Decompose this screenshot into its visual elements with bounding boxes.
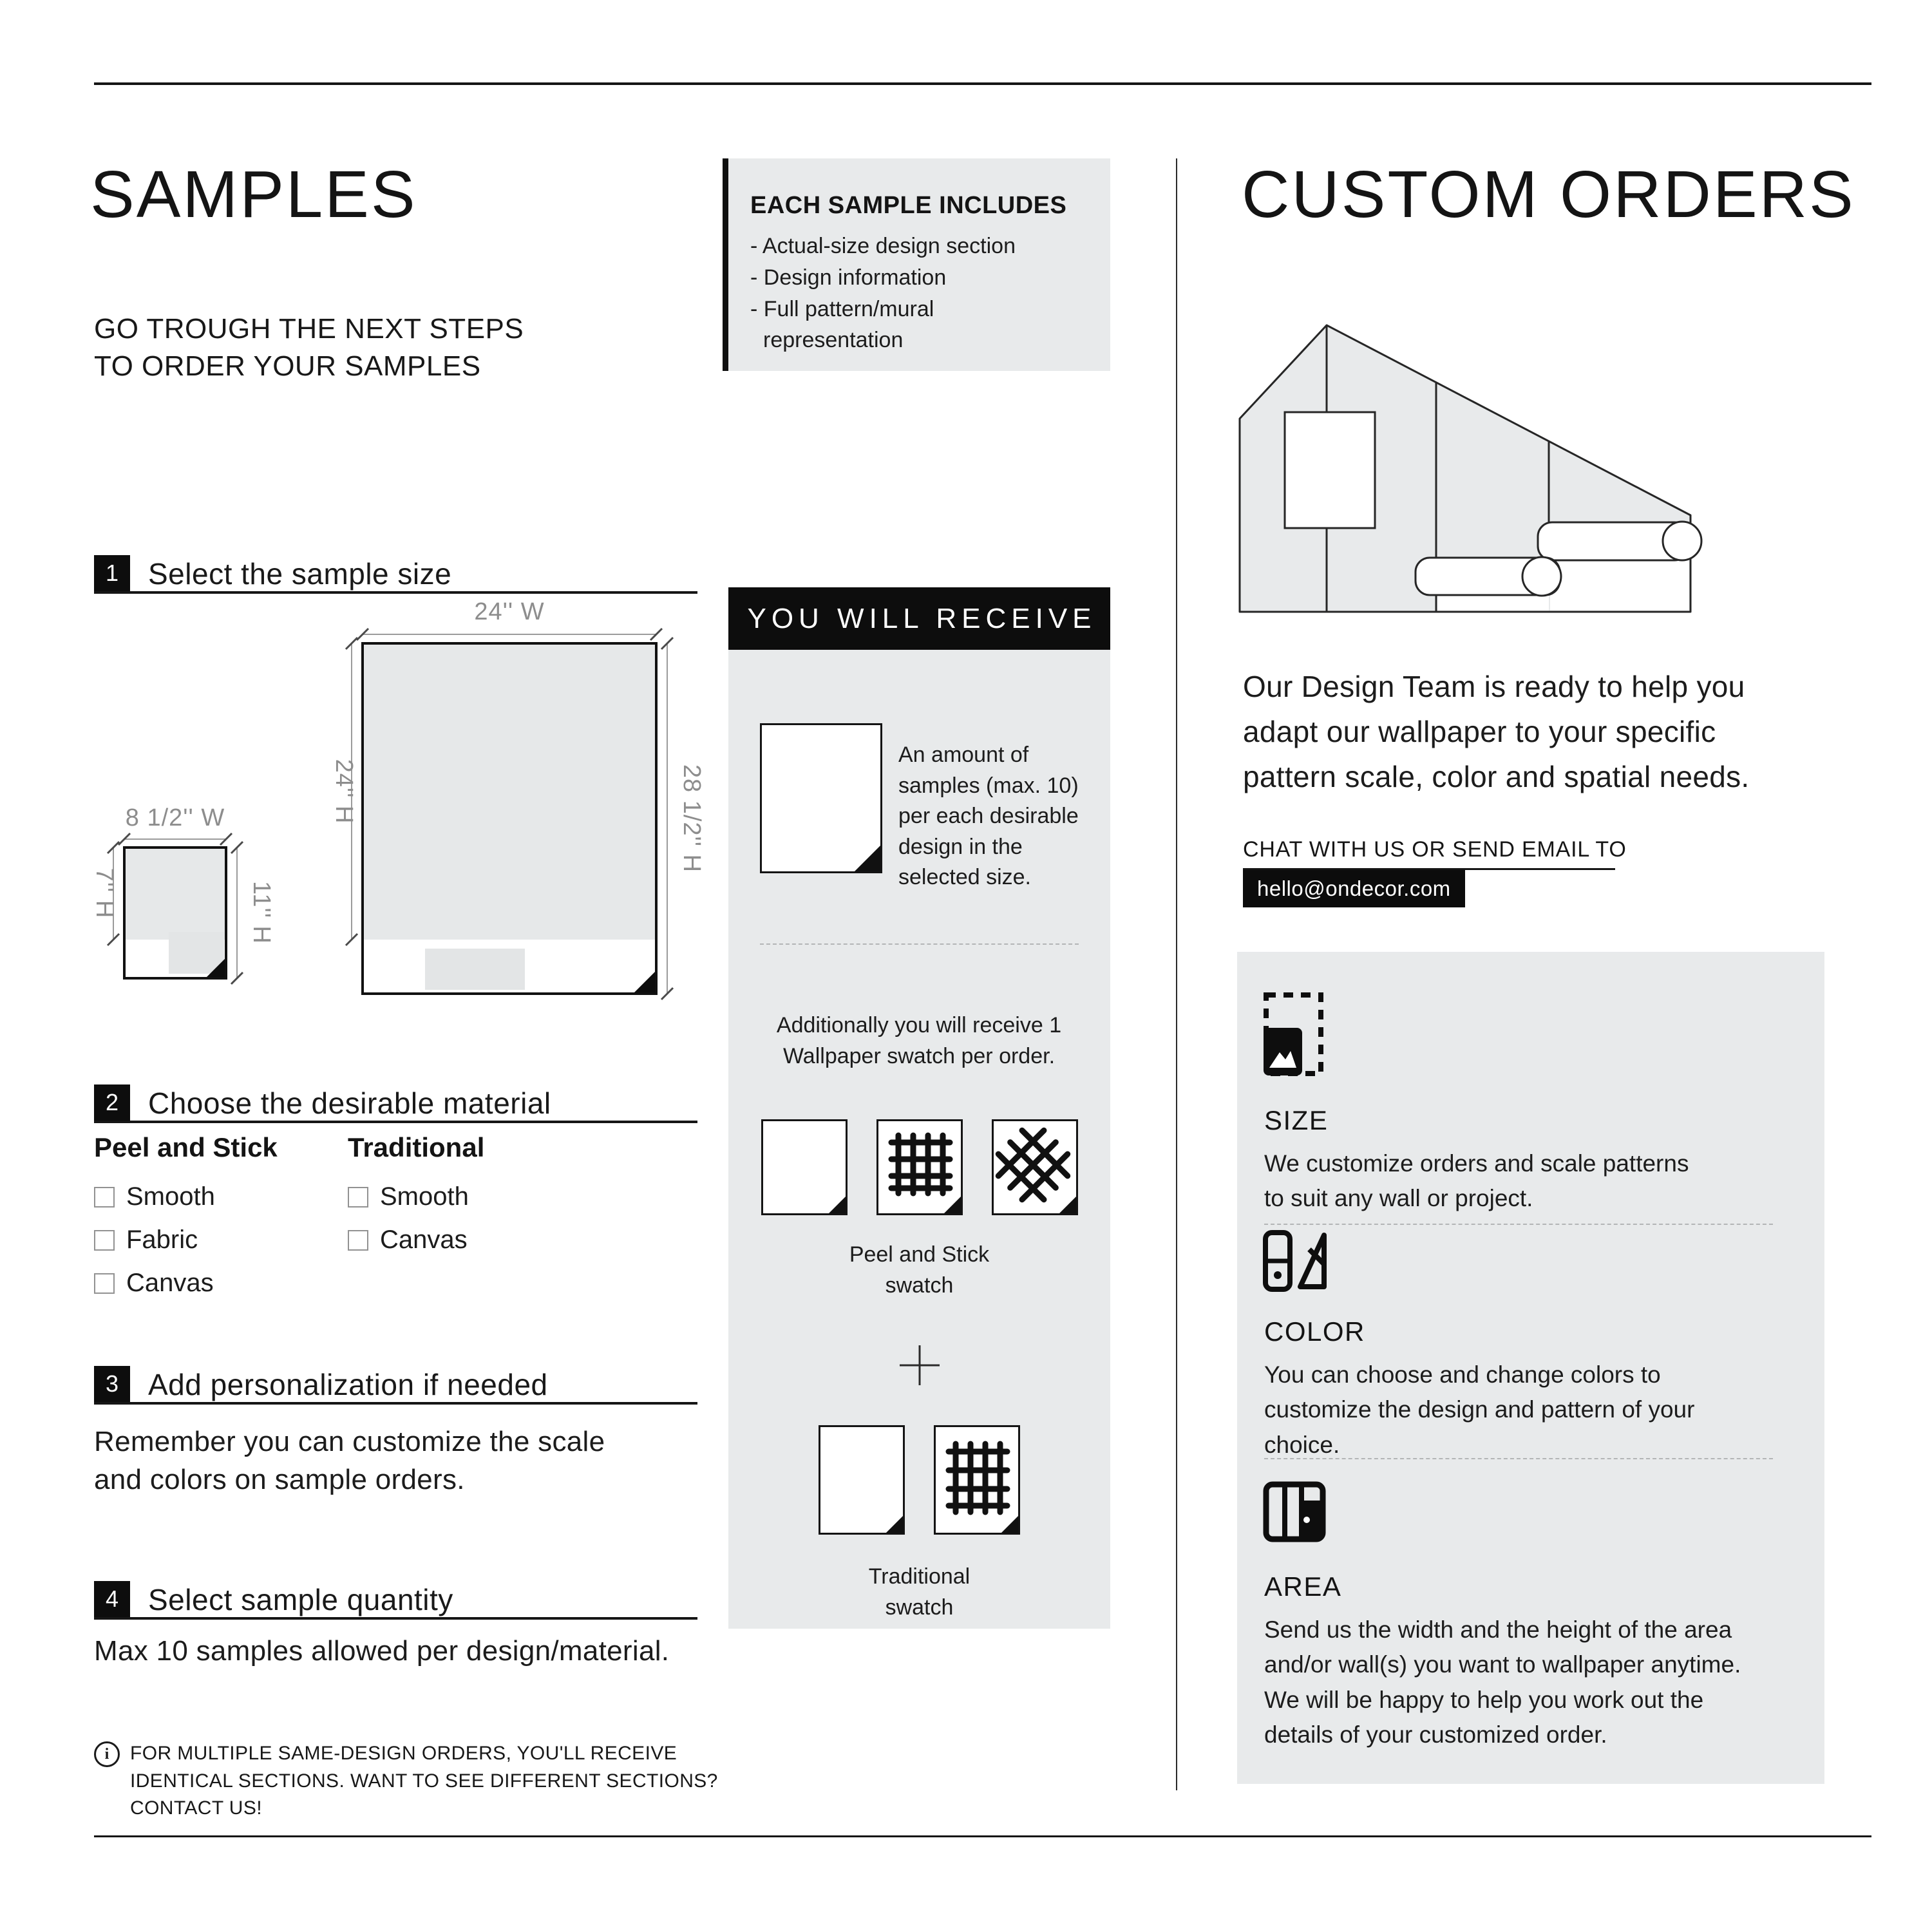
info-icon: [94, 1741, 120, 1767]
include-item: - Actual-size design section: [750, 234, 1016, 258]
step1-badge: 1: [94, 555, 130, 591]
bottom-rule: [94, 1835, 1871, 1837]
step4-header: [94, 1577, 697, 1620]
traditional-swatch-label-line2: swatch: [885, 1595, 954, 1620]
design-team-paragraph: Our Design Team is ready to help you adapt our wallpaper to your specific pattern scale, color and spatial needs.: [1243, 670, 1750, 793]
large-height-left-label: 24'' H: [330, 759, 357, 824]
size-body: We customize orders and scale patterns to suit any wall or project.: [1264, 1150, 1689, 1212]
include-box-title: EACH SAMPLE INCLUDES: [750, 192, 1067, 219]
small-height-left-label: 7'' H: [91, 867, 118, 919]
material-option: [348, 1226, 599, 1255]
material-option-label: Canvas: [126, 1269, 214, 1297]
step3-header: [94, 1362, 697, 1405]
custom-orders-title: CUSTOM ORDERS: [1242, 157, 1855, 231]
crosshatch-swatch-icon: [992, 1119, 1078, 1215]
chat-label: CHAT WITH US OR SEND EMAIL TO: [1243, 837, 1627, 862]
step4-note: Max 10 samples allowed per design/material.: [94, 1635, 670, 1667]
checkbox-peel-canvas[interactable]: [94, 1273, 115, 1294]
small-height-right-label: 11'' H: [248, 881, 275, 944]
house-wallpaper-illustration: [1224, 303, 1713, 625]
peel-and-stick-title: Peel and Stick: [94, 1132, 278, 1162]
samples-intro-line1: GO TROUGH THE NEXT STEPS: [94, 313, 524, 345]
grid-swatch-icon: [934, 1425, 1020, 1535]
traditional-swatch-row: [728, 1425, 1110, 1535]
area-heading: AREA: [1264, 1571, 1342, 1602]
color-swatch-pencil-icon: [1263, 1230, 1331, 1292]
peel-swatch-row: [728, 1119, 1110, 1215]
material-option-label: Canvas: [380, 1226, 468, 1254]
material-option-label: Smooth: [380, 1182, 469, 1211]
size-heading: SIZE: [1264, 1105, 1329, 1135]
large-height-right-label: 28 1/2'' H: [678, 764, 705, 873]
material-option: [348, 1182, 599, 1211]
step1-header: [94, 551, 697, 594]
custom-orders-panel: [1237, 952, 1824, 1784]
step3-note: Remember you can customize the scale and colors on sample orders.: [94, 1426, 605, 1495]
step2-header: [94, 1081, 697, 1123]
material-col-traditional: [348, 1132, 599, 1255]
plus-icon: [897, 1343, 942, 1388]
column-divider: [1176, 158, 1177, 1790]
additionally-text: Additionally you will receive 1 Wallpaper swatch per order.: [776, 1013, 1062, 1068]
sample-page-icon: [760, 723, 882, 873]
plain-swatch-icon: [819, 1425, 905, 1535]
include-item: - Full pattern/mural representation: [750, 297, 934, 353]
color-heading: COLOR: [1264, 1316, 1365, 1347]
step2-label: Choose the desirable material: [148, 1086, 551, 1120]
you-will-receive-bar: [728, 587, 1110, 650]
large-width-label: 24'' W: [474, 599, 545, 625]
receive-divider: [760, 943, 1079, 945]
step1-label: Select the sample size: [148, 557, 452, 591]
size-crop-icon: [1263, 992, 1324, 1077]
sample-size-diagram: [90, 599, 721, 1011]
area-wall-door-icon: [1263, 1481, 1326, 1542]
traditional-swatch-label-line1: Traditional: [868, 1564, 971, 1589]
material-option: [94, 1182, 345, 1211]
traditional-swatch-label: [728, 1562, 1110, 1623]
email-badge-wrap: [1243, 870, 1465, 907]
small-width-label: 8 1/2'' W: [125, 804, 225, 831]
footnote-text: FOR MULTIPLE SAME-DESIGN ORDERS, YOU'LL RECEIVE IDENTICAL SECTIONS. WANT TO SEE DIFFERENT SECTIONS? CONTACT US!: [130, 1743, 718, 1819]
checkbox-trad-canvas[interactable]: [348, 1230, 368, 1251]
footnote: [94, 1740, 748, 1823]
grid-swatch-icon: [876, 1119, 963, 1215]
receive-samples-text: An amount of samples (max. 10) per each desirable design in the selected size.: [898, 743, 1079, 890]
color-body: You can choose and change colors to customize the design and pattern of your choice.: [1264, 1361, 1695, 1458]
plain-swatch-icon: [761, 1119, 848, 1215]
material-option: [94, 1226, 345, 1255]
include-item: - Design information: [750, 265, 947, 290]
checkbox-trad-smooth[interactable]: [348, 1187, 368, 1208]
traditional-title: Traditional: [348, 1132, 485, 1162]
checkbox-peel-smooth[interactable]: [94, 1187, 115, 1208]
material-option-label: Fabric: [126, 1226, 198, 1254]
samples-intro: [94, 310, 524, 385]
step3-badge: 3: [94, 1366, 130, 1402]
step4-label: Select sample quantity: [148, 1583, 453, 1616]
area-body: Send us the width and the height of the area and/or wall(s) you want to wallpaper anytime. We will be happy to help you work out the details of your customized order.: [1264, 1616, 1741, 1748]
samples-intro-line2: TO ORDER YOUR SAMPLES: [94, 350, 481, 383]
you-will-receive-title: YOU WILL RECEIVE: [747, 602, 1097, 634]
include-box: [728, 158, 1110, 371]
material-option-label: Smooth: [126, 1182, 215, 1211]
checkbox-peel-fabric[interactable]: [94, 1230, 115, 1251]
email-badge[interactable]: hello@ondecor.com: [1243, 870, 1465, 907]
panel-divider: [1264, 1224, 1773, 1225]
peel-swatch-label-line1: Peel and Stick: [849, 1242, 990, 1267]
include-box-edge: [723, 158, 728, 371]
step4-badge: 4: [94, 1581, 130, 1617]
peel-swatch-label-line2: swatch: [885, 1273, 954, 1298]
step3-label: Add personalization if needed: [148, 1368, 548, 1401]
step2-badge: 2: [94, 1084, 130, 1121]
material-option: [94, 1269, 345, 1298]
top-rule: [94, 82, 1871, 85]
peel-swatch-label: [728, 1240, 1110, 1301]
receive-panel: [728, 650, 1110, 1629]
panel-divider: [1264, 1458, 1773, 1459]
samples-title: SAMPLES: [90, 157, 417, 231]
material-col-peel: [94, 1132, 345, 1298]
